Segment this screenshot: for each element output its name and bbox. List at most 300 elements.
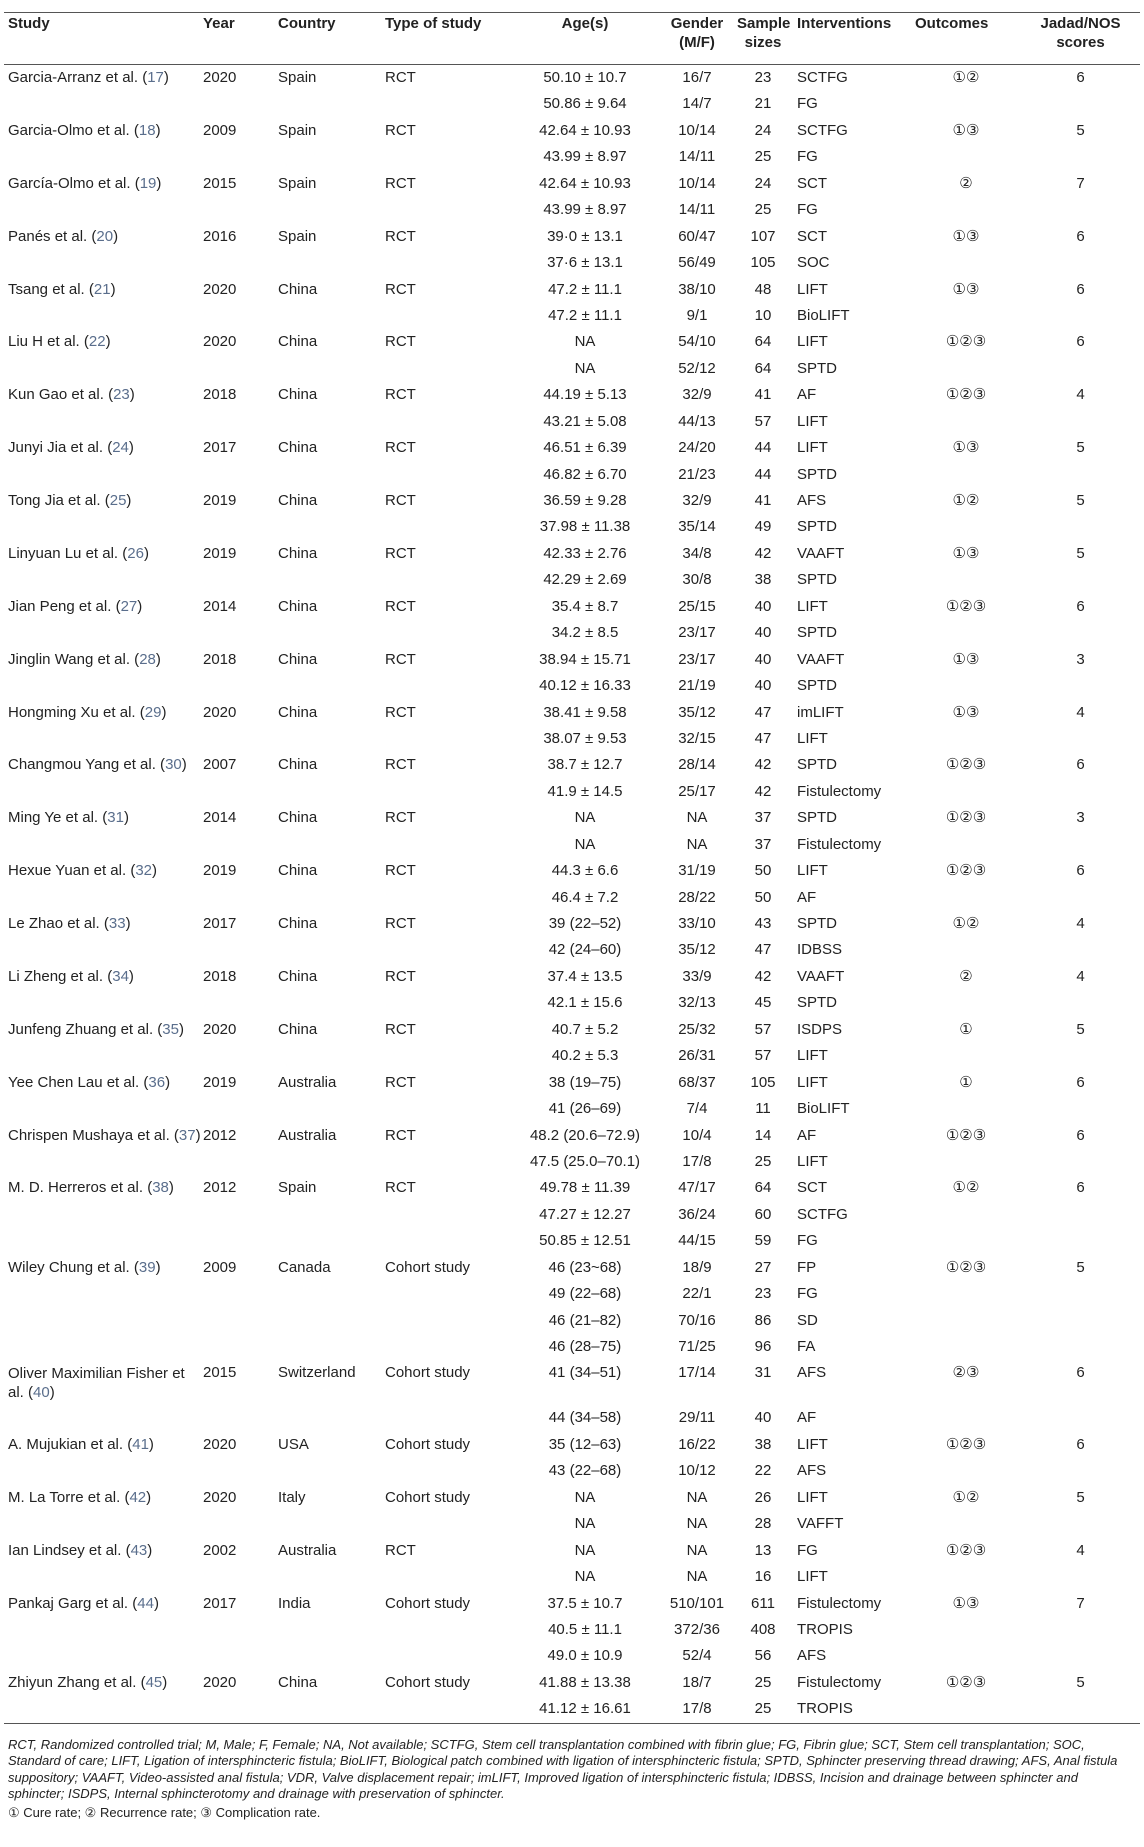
empty-cell — [274, 567, 381, 593]
score-cell: 5 — [1076, 1258, 1085, 1276]
year-cell: 2012 — [203, 1126, 237, 1144]
empty-cell — [4, 409, 199, 435]
empty-cell — [4, 885, 199, 911]
reference-link[interactable]: 23 — [113, 386, 130, 404]
reference-link[interactable]: 38 — [152, 1179, 169, 1197]
sample-size-cell: 44 — [754, 465, 772, 483]
age-cell: 46.82 ± 6.70 — [543, 465, 627, 483]
reference-link[interactable]: 21 — [93, 280, 111, 298]
reference-link[interactable]: 27 — [120, 597, 138, 615]
reference-link[interactable]: 45 — [145, 1673, 163, 1691]
gender-cell: 54/10 — [678, 333, 716, 351]
study-name-cell: Chrispen Mushaya et al. (37) — [8, 1126, 201, 1144]
empty-cell — [274, 1458, 381, 1484]
table-row — [4, 779, 1140, 805]
study-name-cell: Ian Lindsey et al. (43) — [8, 1541, 153, 1559]
study-type-cell: Cohort study — [385, 1435, 471, 1453]
empty-cell — [4, 1228, 199, 1254]
gender-cell: 32/15 — [678, 729, 716, 747]
empty-cell — [381, 1228, 509, 1254]
outcome-legend: ① Cure rate; ② Recurrence rate; ③ Complication rate. — [8, 1805, 321, 1821]
gender-cell: 38/10 — [678, 280, 716, 298]
reference-link[interactable]: 25 — [109, 492, 127, 509]
gender-cell: 26/31 — [678, 1047, 716, 1065]
reference-link[interactable]: 20 — [96, 227, 114, 245]
outcomes-cell: ①② — [952, 915, 980, 932]
table-row — [4, 1308, 1140, 1334]
study-name: M. D. Herreros et al. — [8, 1179, 144, 1197]
intervention-cell: SPTD — [797, 359, 838, 377]
empty-cell — [274, 673, 381, 699]
empty-cell — [1021, 726, 1140, 752]
table-row — [4, 885, 1140, 911]
empty-cell — [274, 1564, 381, 1590]
sample-size-cell: 28 — [754, 1515, 772, 1533]
table-row — [4, 805, 1140, 831]
study-type-cell: RCT — [385, 492, 416, 509]
study-type-cell: RCT — [385, 174, 416, 192]
table-row — [4, 1432, 1140, 1458]
score-cell: 6 — [1076, 1364, 1085, 1382]
score-cell: 5 — [1076, 439, 1085, 457]
study-name-cell: A. Mujukian et al. (41) — [8, 1435, 154, 1453]
reference-link[interactable]: 37 — [178, 1126, 196, 1144]
empty-cell — [4, 1405, 199, 1431]
reference-link[interactable]: 43 — [130, 1541, 148, 1559]
empty-cell — [274, 409, 381, 435]
country-cell: China — [278, 544, 318, 562]
reference-link[interactable]: 28 — [139, 650, 156, 668]
age-cell: 44.19 ± 5.13 — [543, 386, 627, 404]
outcomes-cell: ① — [959, 1073, 973, 1091]
outcomes-cell: ①② — [952, 1179, 980, 1197]
empty-cell — [4, 303, 199, 329]
empty-cell — [381, 356, 509, 382]
intervention-cell: LIFT — [797, 1568, 828, 1586]
study-type-cell: RCT — [385, 1126, 416, 1144]
empty-cell — [381, 1096, 509, 1122]
empty-cell — [1021, 1308, 1140, 1334]
country-cell: China — [278, 862, 318, 880]
score-cell: 3 — [1076, 809, 1085, 827]
table-row — [4, 435, 1140, 461]
intervention-cell: FA — [797, 1338, 816, 1355]
header-gender: Gender (M/F) — [670, 15, 724, 51]
table-row — [4, 1070, 1140, 1096]
intervention-cell: Fistulectomy — [797, 782, 882, 800]
empty-cell — [911, 250, 1021, 276]
study-name-cell: Hexue Yuan et al. (32) — [8, 862, 158, 880]
study-name: Oliver Maximilian Fisher et al. — [8, 1365, 185, 1402]
intervention-cell: SPTD — [797, 994, 838, 1012]
empty-cell — [1021, 1643, 1140, 1669]
empty-cell — [274, 1643, 381, 1669]
empty-cell — [199, 567, 274, 593]
study-name: Hongming Xu et al. — [8, 703, 136, 721]
study-type-cell: RCT — [385, 227, 416, 245]
empty-cell — [1021, 990, 1140, 1016]
empty-cell — [4, 197, 199, 223]
study-name: A. Mujukian et al. — [8, 1435, 124, 1453]
intervention-cell: AF — [797, 888, 817, 906]
age-cell: 34.2 ± 8.5 — [551, 624, 619, 642]
age-cell: 41 (26–69) — [548, 1100, 622, 1118]
score-cell: 6 — [1076, 1435, 1085, 1453]
country-cell: Italy — [278, 1488, 306, 1506]
reference-link[interactable]: 39 — [138, 1258, 156, 1276]
year-cell: 2012 — [203, 1179, 237, 1197]
table-row — [4, 303, 1140, 329]
empty-cell — [911, 726, 1021, 752]
age-cell: 46.51 ± 6.39 — [543, 439, 627, 457]
intervention-cell: SPTD — [797, 677, 838, 695]
table-row — [4, 1360, 1140, 1405]
reference-link[interactable]: 32 — [135, 862, 153, 880]
gender-cell: NA — [686, 1515, 708, 1533]
empty-cell — [199, 1458, 274, 1484]
table-row — [4, 541, 1140, 567]
reference-link[interactable]: 19 — [139, 174, 157, 192]
reference-link[interactable]: 42 — [129, 1488, 147, 1506]
study-name-cell: Li Zheng et al. (34) — [8, 967, 134, 985]
intervention-cell: LIFT — [797, 280, 828, 298]
empty-cell — [199, 197, 274, 223]
intervention-cell: SD — [797, 1311, 818, 1329]
empty-cell — [274, 514, 381, 540]
gender-cell: 35/12 — [678, 703, 716, 721]
empty-cell — [381, 1405, 509, 1431]
sample-size-cell: 107 — [750, 227, 776, 245]
empty-cell — [274, 1334, 381, 1360]
sample-size-cell: 56 — [754, 1647, 772, 1665]
empty-cell — [199, 1564, 274, 1590]
sample-size-cell: 57 — [754, 1020, 772, 1038]
study-name: Le Zhao et al. — [8, 915, 100, 932]
gender-cell: 16/7 — [682, 69, 712, 86]
empty-cell — [199, 1228, 274, 1254]
study-name: Hexue Yuan et al. — [8, 862, 127, 880]
table-row — [4, 620, 1140, 646]
intervention-cell: FG — [797, 1285, 818, 1303]
study-type-cell: Cohort study — [385, 1673, 471, 1691]
table-row — [4, 1458, 1140, 1484]
empty-cell — [199, 885, 274, 911]
sample-size-cell: 40 — [754, 597, 772, 615]
empty-cell — [1021, 1334, 1140, 1360]
country-cell: Canada — [278, 1258, 331, 1276]
gender-cell: 47/17 — [678, 1179, 716, 1197]
age-cell: 43.99 ± 8.97 — [543, 201, 627, 219]
intervention-cell: FG — [797, 1232, 818, 1250]
age-cell: 37.98 ± 11.38 — [539, 518, 631, 536]
gender-cell: 56/49 — [678, 254, 716, 272]
outcomes-cell: ①② — [952, 1488, 980, 1506]
score-cell: 4 — [1076, 967, 1085, 985]
empty-cell — [199, 990, 274, 1016]
empty-cell — [911, 620, 1021, 646]
sample-size-cell: 24 — [754, 174, 772, 192]
table-row — [4, 1696, 1140, 1723]
reference-link[interactable]: 33 — [108, 915, 126, 932]
empty-cell — [199, 356, 274, 382]
empty-cell — [199, 937, 274, 963]
age-cell: 49 (22–68) — [548, 1285, 622, 1303]
empty-cell — [199, 409, 274, 435]
table-body — [4, 65, 1140, 1724]
country-cell: Australia — [278, 1073, 337, 1091]
empty-cell — [911, 197, 1021, 223]
intervention-cell: SCTFG — [797, 121, 848, 139]
age-cell: 40.7 ± 5.2 — [551, 1020, 619, 1038]
empty-cell — [274, 1096, 381, 1122]
outcomes-cell: ①②③ — [945, 1541, 987, 1559]
sample-size-cell: 96 — [754, 1338, 772, 1355]
study-type-cell: RCT — [385, 967, 416, 985]
study-name: Tong Jia et al. — [8, 492, 101, 509]
empty-cell — [274, 726, 381, 752]
empty-cell — [911, 1043, 1021, 1069]
empty-cell — [911, 356, 1021, 382]
study-name: Garcia-Olmo et al. — [8, 121, 130, 139]
table-row — [4, 1643, 1140, 1669]
empty-cell — [199, 779, 274, 805]
year-cell: 2015 — [203, 1364, 237, 1382]
table-row — [4, 514, 1140, 540]
study-type-cell: Cohort study — [385, 1594, 471, 1612]
age-cell: 38.07 ± 9.53 — [543, 729, 627, 747]
age-cell: 43.21 ± 5.08 — [543, 412, 627, 430]
intervention-cell: IDBSS — [797, 941, 843, 959]
age-cell: NA — [574, 333, 596, 351]
reference-link[interactable]: 44 — [137, 1594, 154, 1612]
study-name: Chrispen Mushaya et al. — [8, 1126, 170, 1144]
reference-link[interactable]: 34 — [112, 967, 129, 985]
country-cell: China — [278, 1673, 318, 1691]
table-row — [4, 462, 1140, 488]
year-cell: 2018 — [203, 967, 237, 985]
reference-link[interactable]: 36 — [148, 1073, 166, 1091]
empty-cell — [1021, 832, 1140, 858]
reference-link[interactable]: 41 — [132, 1435, 149, 1453]
sample-size-cell: 22 — [754, 1462, 772, 1480]
table-row — [4, 91, 1140, 117]
country-cell: China — [278, 439, 318, 457]
study-characteristics-table — [4, 12, 1140, 1724]
sample-size-cell: 38 — [754, 1435, 772, 1453]
study-name-cell: Pankaj Garg et al. (44) — [8, 1594, 159, 1612]
intervention-cell: SCT — [797, 1179, 827, 1197]
gender-cell: 17/8 — [682, 1700, 712, 1718]
empty-cell — [1021, 1696, 1140, 1723]
age-cell: 42.29 ± 2.69 — [543, 571, 627, 589]
empty-cell — [911, 1281, 1021, 1307]
empty-cell — [381, 1334, 509, 1360]
table-row — [4, 594, 1140, 620]
empty-cell — [1021, 356, 1140, 382]
empty-cell — [1021, 779, 1140, 805]
intervention-cell: TROPIS — [797, 1700, 853, 1718]
table-row — [4, 1405, 1140, 1431]
reference-link[interactable]: 31 — [107, 809, 124, 827]
study-type-cell: RCT — [385, 809, 416, 827]
age-cell: 37.4 ± 13.5 — [547, 967, 623, 985]
empty-cell — [199, 726, 274, 752]
sample-size-cell: 42 — [754, 544, 772, 562]
year-cell: 2017 — [203, 439, 237, 457]
empty-cell — [199, 1405, 274, 1431]
empty-cell — [381, 1458, 509, 1484]
outcomes-cell: ①②③ — [945, 386, 987, 404]
reference-link[interactable]: 17 — [147, 69, 164, 86]
reference-link[interactable]: 40 — [33, 1384, 50, 1402]
year-cell: 2018 — [203, 386, 237, 404]
empty-cell — [381, 779, 509, 805]
age-cell: 49.0 ± 10.9 — [547, 1647, 623, 1665]
gender-cell: 16/22 — [678, 1435, 716, 1453]
header-study: Study — [8, 15, 50, 32]
gender-cell: 21/19 — [678, 677, 716, 695]
empty-cell — [4, 514, 199, 540]
intervention-cell: VAAFT — [797, 544, 845, 562]
gender-cell: 24/20 — [678, 439, 716, 457]
intervention-cell: LIFT — [797, 862, 828, 880]
empty-cell — [199, 303, 274, 329]
study-type-cell: RCT — [385, 597, 416, 615]
empty-cell — [1021, 1043, 1140, 1069]
score-cell: 6 — [1076, 333, 1085, 351]
empty-cell — [381, 1281, 509, 1307]
outcomes-cell: ① — [959, 1020, 973, 1038]
empty-cell — [199, 1334, 274, 1360]
sample-size-cell: 38 — [754, 571, 772, 589]
empty-cell — [274, 1308, 381, 1334]
country-cell: Spain — [278, 1179, 317, 1197]
empty-cell — [1021, 144, 1140, 170]
outcomes-cell: ①②③ — [945, 333, 987, 351]
empty-cell — [1021, 197, 1140, 223]
age-cell: 35.4 ± 8.7 — [551, 597, 619, 615]
empty-cell — [911, 832, 1021, 858]
study-name-cell: Hongming Xu et al. (29) — [8, 703, 167, 721]
sample-size-cell: 105 — [750, 254, 776, 272]
empty-cell — [199, 1096, 274, 1122]
reference-link[interactable]: 30 — [165, 756, 182, 774]
age-cell: NA — [574, 1541, 596, 1559]
study-name-cell: Ming Ye et al. (31) — [8, 809, 129, 827]
table-row — [4, 409, 1140, 435]
outcomes-cell: ①②③ — [945, 756, 987, 774]
age-cell: 46 (28–75) — [548, 1338, 622, 1355]
empty-cell — [199, 1149, 274, 1175]
gender-cell: 31/19 — [678, 862, 716, 880]
score-cell: 6 — [1076, 280, 1085, 298]
sample-size-cell: 37 — [754, 809, 772, 827]
empty-cell — [199, 1202, 274, 1228]
sample-size-cell: 41 — [754, 386, 772, 404]
country-cell: China — [278, 492, 318, 509]
year-cell: 2019 — [203, 544, 237, 562]
intervention-cell: FG — [797, 148, 818, 166]
intervention-cell: AF — [797, 386, 817, 404]
reference-link[interactable]: 22 — [88, 333, 106, 351]
empty-cell — [381, 1511, 509, 1537]
outcomes-cell: ② — [959, 967, 973, 985]
empty-cell — [4, 937, 199, 963]
study-name-cell: García-Olmo et al. (19) — [8, 174, 162, 192]
reference-link[interactable]: 29 — [144, 703, 162, 721]
gender-cell: 32/9 — [682, 492, 712, 509]
empty-cell — [274, 779, 381, 805]
intervention-cell: AF — [797, 1409, 817, 1427]
empty-cell — [1021, 409, 1140, 435]
reference-link[interactable]: 18 — [138, 121, 156, 139]
gender-cell: 21/23 — [678, 465, 716, 483]
empty-cell — [381, 832, 509, 858]
intervention-cell: VAAFT — [797, 967, 845, 985]
gender-cell: 35/14 — [678, 518, 716, 536]
study-name: Jian Peng et al. — [8, 597, 112, 615]
study-name-cell: Junfeng Zhuang et al. (35) — [8, 1020, 184, 1038]
empty-cell — [199, 1696, 274, 1723]
study-name: Junyi Jia et al. — [8, 439, 104, 457]
sample-size-cell: 31 — [754, 1364, 772, 1382]
empty-cell — [1021, 514, 1140, 540]
empty-cell — [199, 250, 274, 276]
empty-cell — [4, 1043, 199, 1069]
sample-size-cell: 86 — [754, 1311, 772, 1329]
empty-cell — [381, 726, 509, 752]
reference-link[interactable]: 26 — [127, 544, 144, 562]
empty-cell — [4, 832, 199, 858]
study-name: Li Zheng et al. — [8, 967, 104, 985]
outcomes-cell: ①③ — [952, 227, 980, 245]
outcomes-cell: ①③ — [952, 703, 980, 721]
empty-cell — [1021, 1458, 1140, 1484]
age-cell: 39 (22–52) — [548, 915, 622, 932]
study-type-cell: RCT — [385, 333, 416, 351]
reference-link[interactable]: 24 — [112, 439, 129, 457]
header-sample-sizes: Sample sizes — [737, 15, 791, 51]
study-name-cell: Tsang et al. (21) — [8, 280, 116, 298]
table-row — [4, 1281, 1140, 1307]
study-name-cell: Junyi Jia et al. (24) — [8, 439, 134, 457]
age-cell: 35 (12–63) — [548, 1435, 622, 1453]
intervention-cell: SPTD — [797, 465, 838, 483]
year-cell: 2016 — [203, 227, 237, 245]
empty-cell — [911, 1564, 1021, 1590]
table-row — [4, 1043, 1140, 1069]
empty-cell — [4, 1149, 199, 1175]
outcomes-cell: ①②③ — [945, 1258, 987, 1276]
empty-cell — [1021, 303, 1140, 329]
study-name: Liu H et al. — [8, 333, 80, 351]
reference-link[interactable]: 35 — [162, 1020, 179, 1038]
country-cell: China — [278, 386, 318, 404]
outcomes-cell: ①②③ — [945, 862, 987, 880]
empty-cell — [911, 514, 1021, 540]
score-cell: 6 — [1076, 756, 1085, 774]
year-cell: 2019 — [203, 1073, 237, 1091]
empty-cell — [1021, 1228, 1140, 1254]
year-cell: 2014 — [203, 809, 237, 827]
empty-cell — [911, 937, 1021, 963]
country-cell: Switzerland — [278, 1364, 356, 1382]
intervention-cell: LIFT — [797, 1073, 828, 1091]
table-row — [4, 144, 1140, 170]
gender-cell: 10/12 — [678, 1462, 716, 1480]
empty-cell — [381, 1696, 509, 1723]
gender-cell: 22/1 — [682, 1285, 712, 1303]
